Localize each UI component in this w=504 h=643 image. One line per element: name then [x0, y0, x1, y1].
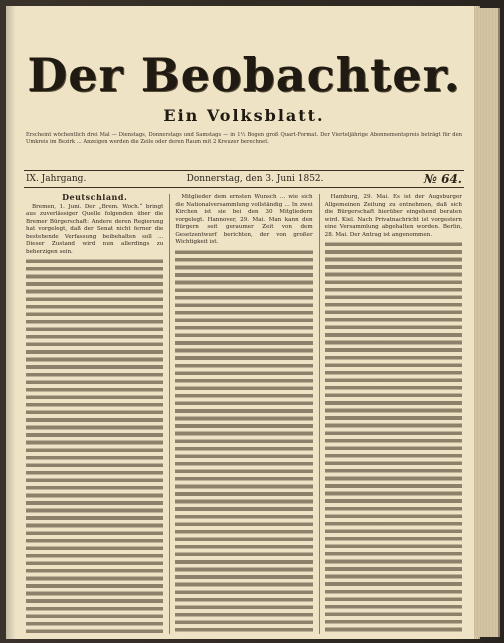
newspaper-subtitle: Ein Volksblatt.: [163, 106, 325, 125]
dateline: [24, 170, 464, 188]
body-text-lines: [175, 249, 312, 634]
column-1: [26, 194, 163, 634]
volume-year: IX. Jahrgang.: [26, 174, 87, 184]
column-3: [319, 194, 462, 634]
page-gutter-shadow: [6, 6, 16, 639]
column-2: [169, 194, 312, 634]
issue-date: Donnerstag, den 3. Juni 1852.: [186, 174, 324, 184]
issue-number: № 64.: [423, 172, 462, 186]
article-text: Mitglieder dem ernsten Wunsch ... wie sich die Nationalversammlung vollständig ... In zwei Kirchen ist sie bei den 30 Mitgliedern vorgelegt. Hannover, 29. Mai. Man kann den Bürgern seit geraumer Zeit von dem Gesetzentwurf berichten, der von großer Wichtigkeit ist.: [175, 194, 313, 246]
newspaper-title: Der Beobachter.: [27, 48, 461, 102]
book-page-edges: [474, 8, 500, 637]
body-text-lines: [26, 258, 163, 634]
newspaper-page: [6, 6, 474, 639]
body-text-lines: [325, 241, 462, 634]
article-text: Hamburg, 29. Mai. Es ist der Augsburger Allgemeinen Zeitung zu entnehmen, daß sich die Bürgerschaft hierüber eingehend beraten wird. Kiel. Nach Privatnachricht ist vorgestern eine Versammlung abgehalten worden. Berlin, 28. Mai. Der Antrag ist angenommen.: [324, 194, 462, 238]
article-text: Bremen, 1. Juni. Der „Brem. Woch.“ bringt aus zuverlässiger Quelle folgenden über die Bremer Bürgerschaft: Andere deren Regierung hat vorgelegt, daß der Senat nicht ferner die bestehende Verfassung beibehalten soll ... Dieser Zustand wird nun allerdings zu beherzigen sein.: [26, 203, 164, 255]
publication-notice: Erscheint wöchentlich drei Mal — Dienstags, Donnerstags und Samstags — in 1½ Bogen groß Quart-Format. Der Vierteljährige Abonnementspreis beträgt für den Umkreis im Bezirk ... Anzeigen werden die Zeile oder deren Raum mit 2 Kreuzer berechnet.: [26, 132, 462, 145]
section-heading: Deutschland.: [62, 194, 128, 202]
article-columns: [26, 194, 462, 634]
